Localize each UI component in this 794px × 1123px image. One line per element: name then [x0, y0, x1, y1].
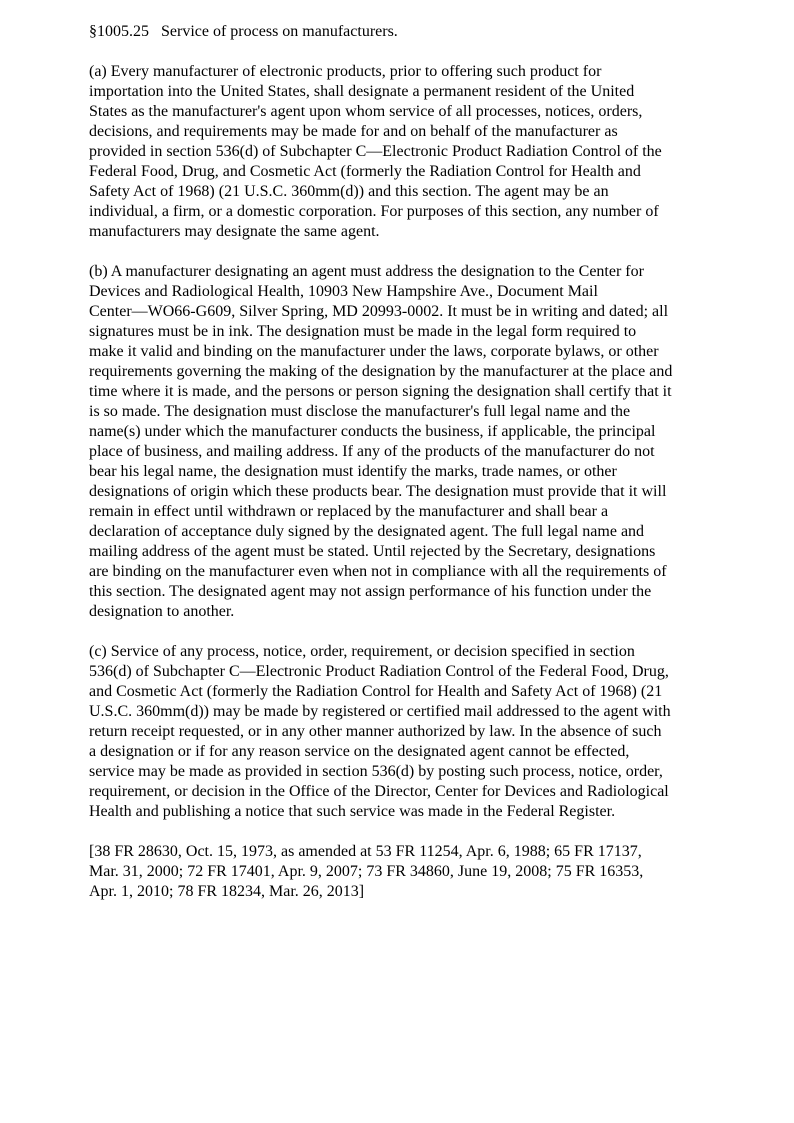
paragraph-line: name(s) under which the manufacturer conducts the business, if applicable, the principal — [89, 423, 656, 440]
paragraph-line: 536(d) of Subchapter C—Electronic Product Radiation Control of the Federal Food, Drug, — [89, 663, 669, 680]
paragraph-line: Mar. 31, 2000; 72 FR 17401, Apr. 9, 2007; 73 FR 34860, June 19, 2008; 75 FR 16353, — [89, 863, 644, 880]
paragraph-line: requirement, or decision in the Office of the Director, Center for Devices and Radiological — [89, 783, 669, 800]
paragraph-c — [89, 642, 769, 822]
paragraph-line: (c) Service of any process, notice, order, requirement, or decision specified in section — [89, 643, 635, 660]
document-body — [89, 62, 769, 902]
paragraph-line: Apr. 1, 2010; 78 FR 18234, Mar. 26, 2013] — [89, 883, 365, 900]
paragraph-line: time where it is made, and the persons or person signing the designation shall certify that it — [89, 383, 672, 400]
paragraph-line: designations of origin which these products bear. The designation must provide that it will — [89, 483, 667, 500]
paragraph-line: (a) Every manufacturer of electronic products, prior to offering such product for — [89, 63, 602, 80]
paragraph-line: Safety Act of 1968) (21 U.S.C. 360mm(d)) and this section. The agent may be an — [89, 183, 609, 200]
paragraph-line: mailing address of the agent must be stated. Until rejected by the Secretary, designations — [89, 543, 656, 560]
paragraph-b — [89, 262, 769, 622]
paragraph-line: declaration of acceptance duly signed by the designated agent. The full legal name and — [89, 523, 645, 540]
paragraph-line: provided in section 536(d) of Subchapter C—Electronic Product Radiation Control of the — [89, 143, 662, 160]
paragraph-line: Federal Food, Drug, and Cosmetic Act (formerly the Radiation Control for Health and — [89, 163, 641, 180]
paragraph-line: (b) A manufacturer designating an agent must address the designation to the Center for — [89, 263, 644, 280]
paragraph-line: designation to another. — [89, 603, 235, 620]
paragraph-line: [38 FR 28630, Oct. 15, 1973, as amended at 53 FR 11254, Apr. 6, 1988; 65 FR 17137, — [89, 843, 642, 860]
document-page — [89, 22, 769, 922]
paragraph-line: importation into the United States, shall designate a permanent resident of the United — [89, 83, 635, 100]
paragraph-line: this section. The designated agent may not assign performance of his function under the — [89, 583, 652, 600]
paragraph-line: service may be made as provided in section 536(d) by posting such process, notice, order, — [89, 763, 663, 780]
paragraph-citation — [89, 842, 769, 902]
paragraph-line: Devices and Radiological Health, 10903 New Hampshire Ave., Document Mail — [89, 283, 598, 300]
paragraph-line: place of business, and mailing address. If any of the products of the manufacturer do not — [89, 443, 655, 460]
paragraph-line: and Cosmetic Act (formerly the Radiation Control for Health and Safety Act of 1968) (21 — [89, 683, 663, 700]
paragraph-line: a designation or if for any reason service on the designated agent cannot be effected, — [89, 743, 630, 760]
paragraph-line: U.S.C. 360mm(d)) may be made by registered or certified mail addressed to the agent with — [89, 703, 671, 720]
paragraph-a — [89, 62, 769, 242]
paragraph-line: is so made. The designation must disclose the manufacturer's full legal name and the — [89, 403, 631, 420]
paragraph-line: manufacturers may designate the same agent. — [89, 223, 380, 240]
paragraph-line: requirements governing the making of the designation by the manufacturer at the place and — [89, 363, 673, 380]
section-title: §1005.25 Service of process on manufacturers. — [89, 23, 398, 40]
paragraph-line: Center—WO66-G609, Silver Spring, MD 20993-0002. It must be in writing and dated; all — [89, 303, 669, 320]
paragraph-line: return receipt requested, or in any other manner authorized by law. In the absence of such — [89, 723, 662, 740]
paragraph-line: signatures must be in ink. The designation must be made in the legal form required to — [89, 323, 637, 340]
paragraph-line: make it valid and binding on the manufacturer under the laws, corporate bylaws, or other — [89, 343, 659, 360]
paragraph-line: remain in effect until withdrawn or replaced by the manufacturer and shall bear a — [89, 503, 609, 520]
paragraph-line: individual, a firm, or a domestic corporation. For purposes of this section, any number of — [89, 203, 659, 220]
paragraph-line: States as the manufacturer's agent upon whom service of all processes, notices, orders, — [89, 103, 643, 120]
paragraph-line: are binding on the manufacturer even when not in compliance with all the requirements of — [89, 563, 667, 580]
paragraph-line: decisions, and requirements may be made for and on behalf of the manufacturer as — [89, 123, 618, 140]
paragraph-line: bear his legal name, the designation must identify the marks, trade names, or other — [89, 463, 617, 480]
paragraph-line: Health and publishing a notice that such service was made in the Federal Register. — [89, 803, 616, 820]
